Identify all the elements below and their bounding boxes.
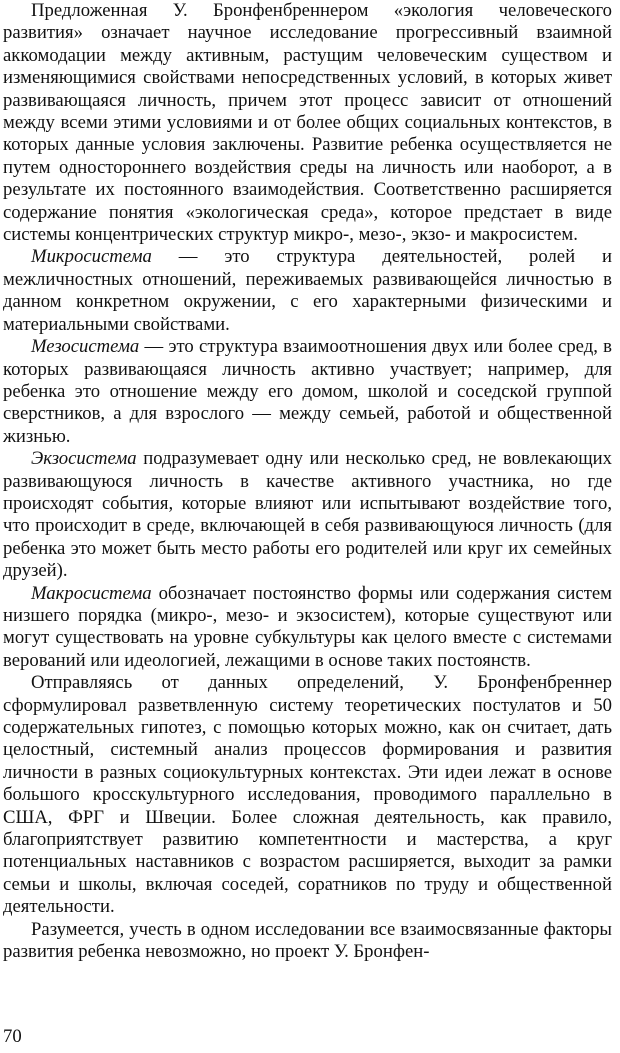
term-macrosystem: Макросистема [31,582,152,604]
paragraph-macrosystem [3,583,612,673]
paragraph-text: — это структура деятельностей, ролей и межличностных отношений, переживаемых развивающейся личностью в данном конкретном окружении, с его характерными физическими и материальными свойствами. [3,246,612,335]
paragraph-text: — это структура взаимоотношения двух или более сред, в которых развивающаяся личность активно участвует; например, для ребенка это отношение между его домом, школой и соседской группой сверстников, а для взрослого — между семьей, работой и общественной жизнью. [3,336,612,447]
paragraph-text: Предложенная У. Бронфенбреннером «экология человеческого развития» означает научное исследование прогрессивный взаимной аккомодации между активным, растущим человеческим существом и изменяющимися свойствами непосредственных условий, в которых живет развивающаяся личность, причем этот процесс зависит от отношений между всеми этими условиями и от более общих социальных контекстов, в которых данные условия заключены. Развитие ребенка осуществляется не путем одностороннего воздействия среды на личность или наоборот, а в результате их постоянного взаимодействия. Соответственно расширяется содержание понятия «экологическая среда», которое предстает в виде системы концентрических структур микро-, мезо-, экзо- и макросистем. [3,0,612,246]
paragraph-intro [3,0,612,246]
paragraph-hypotheses [3,672,612,918]
paragraph-mesosystem [3,336,612,448]
paragraph-microsystem [3,246,612,336]
paragraph-conclusion [3,919,612,964]
term-mesosystem: Мезосистема [31,336,140,358]
paragraph-text: Отправляясь от данных определений, У. Бронфенбреннер сформулировал разветвленную систему теоретических постулатов и 50 содержательных гипотез, с помощью которых можно, как он считает, дать целостный, системный анализ процессов формирования и развития личности в разных социокультурных контекстах. Эти идеи лежат в основе большого кросскультурного исследования, проводимого параллельно в США, ФРГ и Швеции. Более сложная деятельность, как правило, благоприятствует развитию компетентности и мастерства, а круг потенциальных наставников с возрастом расширяется, выходит за рамки семьи и школы, включая соседей, соратников по труду и общественной деятельности. [3,672,612,918]
paragraph-text: подразумевает одну или несколько сред, не вовлекающих развивающуюся личность в качестве активного участника, но где происходят события, которые влияют или испытывают воздействие того, что происходит в среде, включающей в себя развивающуюся личность (для ребенка это может быть место работы его родителей или круг их семейных друзей). [3,448,612,582]
term-exosystem: Экзосистема [31,448,137,470]
term-microsystem: Микросистема [31,246,152,268]
body-text [3,0,612,963]
paragraph-text: обозначает постоянство формы или содержания систем низшего порядка (микро-, мезо- и экзосистем), которые существуют или могут существовать на уровне субкультуры как целого вместе с системами верований или идеологией, лежащими в основе таких постоянств. [3,582,612,671]
page-number: 70 [3,1026,22,1047]
paragraph-text: Разумеется, учесть в одном исследовании все взаимосвязанные факторы развития ребенка невозможно, но проект У. Бронфен- [3,918,612,963]
paragraph-exosystem [3,448,612,582]
